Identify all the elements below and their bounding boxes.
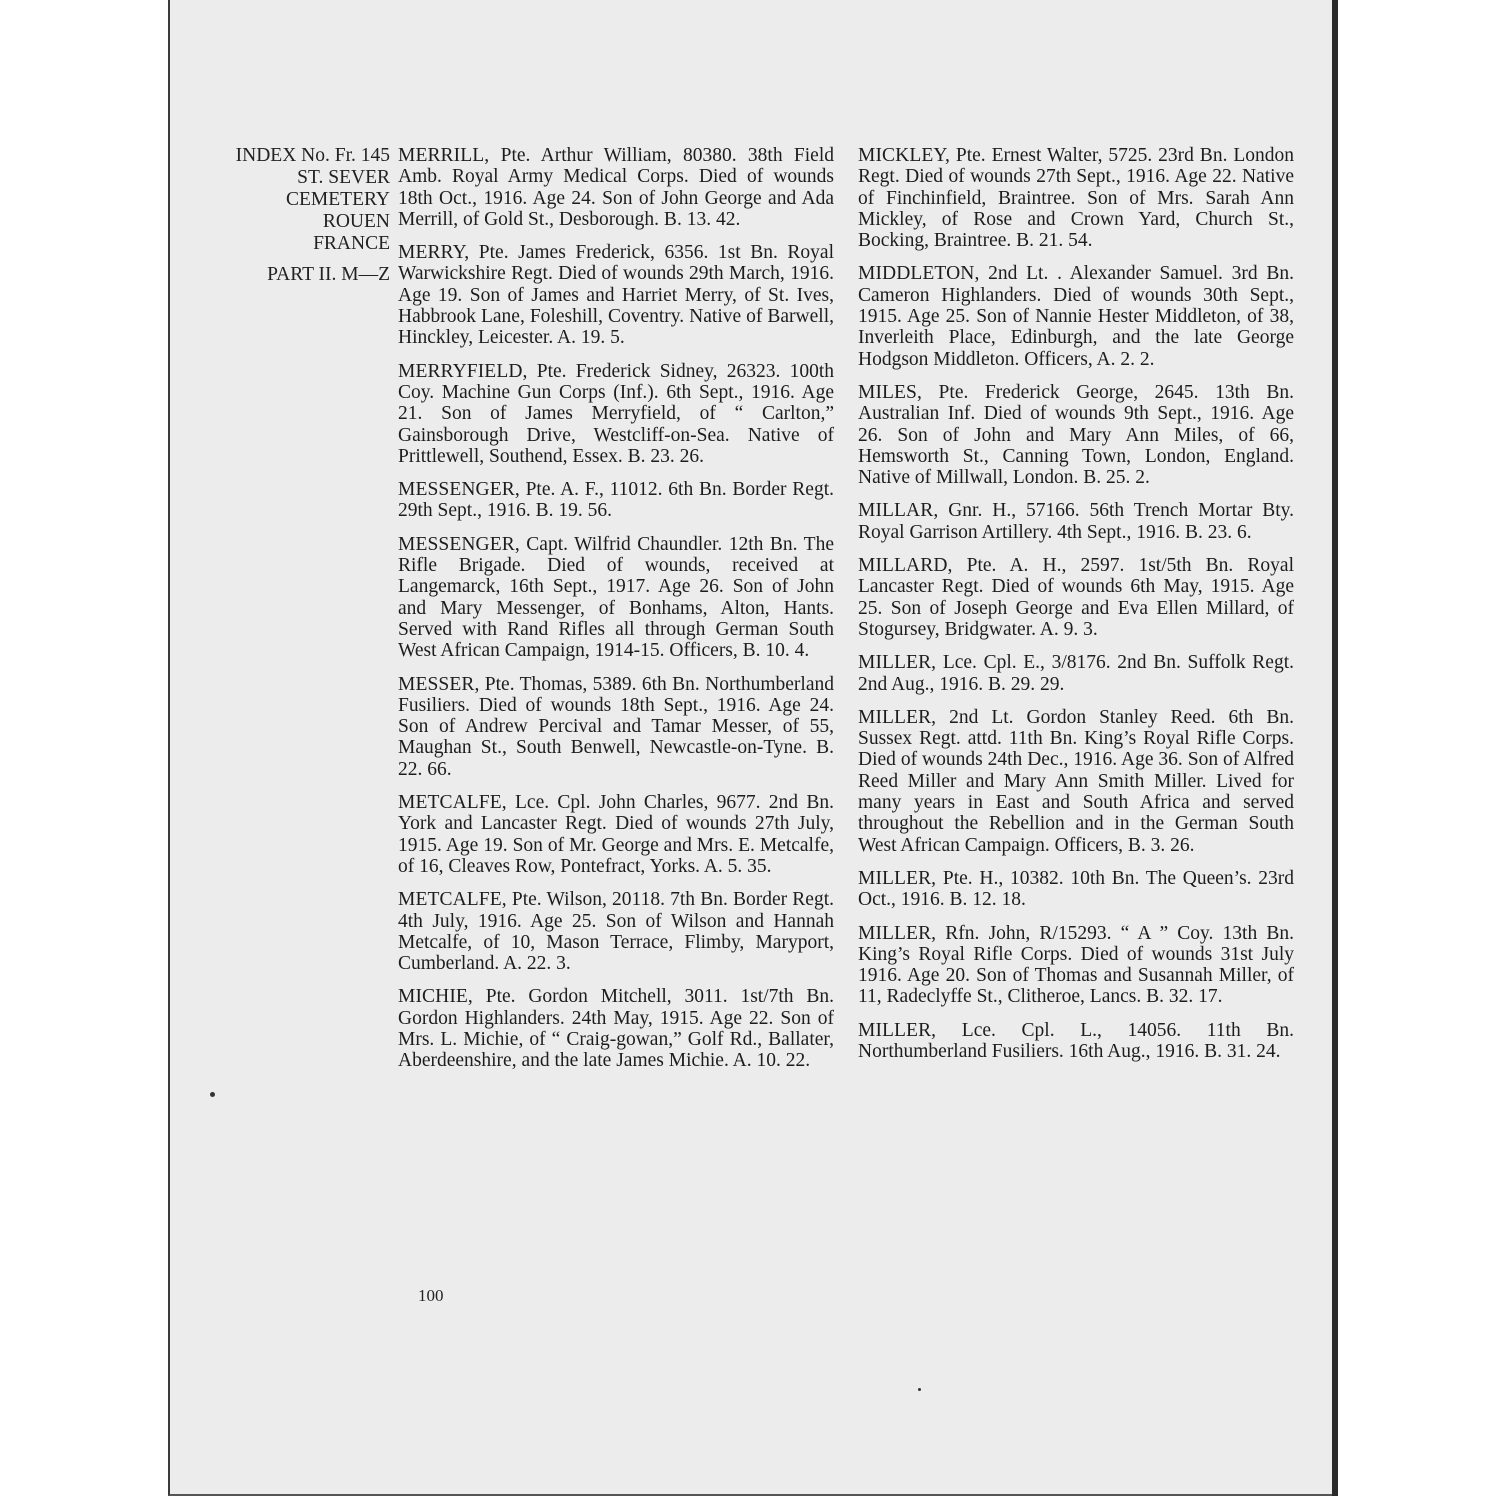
entry-surname: MESSENGER, bbox=[398, 533, 520, 555]
entry-details: Pte. James Frederick, 6356. 1st Bn. Royal Warwickshire Regt. Died of wounds 29th March, 1916. Age 19. Son of James and Harriet Merry, of St. Ives, Habbrook Lane, Foleshill, Coventry. Native of Barwell, Hinckley, Leicester. A. 19. 5. bbox=[398, 242, 834, 349]
entry-details: Pte. Frederick Sidney, 26323. 100th Coy. Machine Gun Corps (Inf.). 6th Sept., 1916. Age 21. Son of James Merryfield, of “ Carlton,” Gainsborough Drive, Westcliff-on-Sea. Native of Prittlewell, Southend, Essex. B. 23. 26. bbox=[398, 360, 834, 467]
casualty-entry bbox=[398, 145, 834, 230]
cemetery-name-line1: ST. SEVER bbox=[297, 167, 390, 188]
entry-surname: MERRYFIELD, bbox=[398, 360, 528, 382]
entry-details: 2nd Lt. . Alexander Samuel. 3rd Bn. Cameron Highlanders. Died of wounds 30th Sept., 1915. Age 25. Son of Nannie Hester Middleton, of 38, Inverleith Place, Edinburgh, and the late George Hodgson Middleton. Officers, A. 2. 2. bbox=[858, 263, 1294, 370]
casualty-entry bbox=[858, 263, 1294, 369]
cemetery-name-line2: CEMETERY bbox=[285, 189, 390, 210]
entry-surname: METCALFE, bbox=[398, 792, 507, 814]
casualty-entry bbox=[858, 707, 1294, 856]
entry-details: Lce. Cpl. John Charles, 9677. 2nd Bn. York and Lancaster Regt. Died of wounds 27th July, 1915. Age 19. Son of Mr. George and Mrs. E. Metcalfe, of 16, Cleaves Row, Pontefract, Yorks. A. 5. 35. bbox=[398, 792, 834, 877]
casualty-entry bbox=[398, 534, 834, 662]
entry-details: Pte. Thomas, 5389. 6th Bn. Northumberland Fusiliers. Died of wounds 18th Sept., 1916. Age 24. Son of Andrew Percival and Tamar Messer, of 55, Maughan St., South Benwell, Newcastle-on-Tyne. B. 22. 66. bbox=[398, 673, 834, 780]
casualty-entry bbox=[858, 652, 1294, 695]
entry-details: Lce. Cpl. L., 14056. 11th Bn. Northumberland Fusiliers. 16th Aug., 1916. B. 31. 24. bbox=[858, 1019, 1294, 1062]
casualty-entry bbox=[398, 361, 834, 467]
entry-surname: MILLAR, bbox=[858, 500, 939, 522]
entry-details: Lce. Cpl. E., 3/8176. 2nd Bn. Suffolk Regt. 2nd Aug., 1916. B. 29. 29. bbox=[858, 652, 1294, 695]
casualty-entry bbox=[858, 868, 1294, 911]
entry-surname: MILLARD, bbox=[858, 555, 953, 577]
entry-details: Pte. H., 10382. 10th Bn. The Queen’s. 23rd Oct., 1916. B. 12. 18. bbox=[858, 867, 1294, 911]
country-name: FRANCE bbox=[313, 233, 390, 254]
entry-surname: MICHIE, bbox=[398, 986, 473, 1008]
entry-details: Pte. Wilson, 20118. 7th Bn. Border Regt. 4th July, 1916. Age 25. Son of Wilson and Hannah Metcalfe, of 10, Mason Terrace, Flimby, Maryport, Cumberland. A. 22. 3. bbox=[398, 889, 834, 975]
entry-surname: MILLER, bbox=[858, 922, 937, 944]
entry-details: Pte. A. F., 11012. 6th Bn. Border Regt. 29th Sept., 1916. B. 19. 56. bbox=[398, 479, 834, 522]
casualty-entry bbox=[858, 555, 1294, 640]
entry-details: Pte. Ernest Walter, 5725. 23rd Bn. London Regt. Died of wounds 27th Sept., 1916. Age 22. Native of Finchinfield, Braintree. Son of Mrs. Sarah Ann Mickley, of Rose and Crown Yard, Church St., Bocking, Braintree. B. 21. 54. bbox=[858, 145, 1294, 252]
casualty-entry bbox=[858, 500, 1294, 543]
header-gap bbox=[198, 255, 390, 264]
entry-details: Pte. A. H., 2597. 1st/5th Bn. Royal Lancaster Regt. Died of wounds 6th May, 1915. Age 25. Son of Joseph George and Eva Ellen Millard, of Stogursey, Bridgwater. A. 9. 3. bbox=[858, 555, 1294, 640]
casualty-entry bbox=[858, 382, 1294, 488]
entry-surname: MESSENGER, bbox=[398, 479, 520, 501]
part-label: PART II. M—Z bbox=[267, 264, 390, 285]
casualty-entry bbox=[398, 479, 834, 522]
scan-speck bbox=[210, 1092, 215, 1097]
entry-surname: MILES, bbox=[858, 381, 922, 403]
casualty-entry bbox=[398, 674, 834, 780]
right-column bbox=[858, 145, 1294, 1074]
entry-details: Pte. Arthur William, 80380. 38th Field Amb. Royal Army Medical Corps. Died of wounds 18th Oct., 1916. Age 24. Son of John George and Ada Merrill, of Gold St., Desborough. B. 13. 42. bbox=[398, 145, 834, 230]
casualty-entry bbox=[398, 986, 834, 1071]
entry-surname: MIDDLETON, bbox=[858, 263, 980, 285]
entry-surname: MERRILL, bbox=[398, 145, 490, 166]
casualty-entry bbox=[398, 242, 834, 348]
entry-surname: MILLER, bbox=[858, 1019, 937, 1041]
entry-details: Gnr. H., 57166. 56th Trench Mortar Bty. Royal Garrison Artillery. 4th Sept., 1916. B. 23. 6. bbox=[858, 500, 1294, 543]
city-name: ROUEN bbox=[322, 211, 390, 232]
entry-details: 2nd Lt. Gordon Stanley Reed. 6th Bn. Sussex Regt. attd. 11th Bn. King’s Royal Rifle Corps. Died of wounds 24th Dec., 1916. Age 36. Son of Alfred Reed Miller and Mary Ann Smith Miller. Lived for many years in East and South Africa and served throughout the Rebellion and in the German South West African Campaign. Officers, B. 3. 26. bbox=[858, 706, 1294, 856]
entry-surname: MICKLEY, bbox=[858, 145, 950, 166]
entry-surname: MERRY, bbox=[398, 242, 470, 264]
entry-details: Rfn. John, R/15293. “ A ” Coy. 13th Bn. King’s Royal Rifle Corps. Died of wounds 31st July 1916. Age 20. Son of Thomas and Susannah Miller, of 11, Radeclyffe St., Clitheroe, Lancs. B. 32. 17. bbox=[858, 922, 1294, 1008]
entry-details: Capt. Wilfrid Chaundler. 12th Bn. The Rifle Brigade. Died of wounds, received at Langemarck, 16th Sept., 1917. Age 26. Son of John and Mary Messenger, of Bonhams, Alton, Hants. Served with Rand Rifles all through German South West African Campaign, 1914-15. Officers, B. 10. 4. bbox=[398, 533, 834, 662]
entry-surname: MILLER, bbox=[858, 652, 937, 674]
left-column bbox=[398, 145, 834, 1084]
casualty-entry bbox=[398, 792, 834, 877]
index-number: INDEX No. Fr. 145 bbox=[235, 145, 390, 166]
page-number: 100 bbox=[418, 1286, 444, 1305]
casualty-entry bbox=[858, 1020, 1294, 1063]
casualty-entry bbox=[398, 889, 834, 974]
entry-surname: MILLER, bbox=[858, 867, 937, 889]
scan-speck bbox=[918, 1388, 921, 1391]
entry-surname: METCALFE, bbox=[398, 889, 507, 911]
index-header bbox=[198, 145, 390, 286]
entry-details: Pte. Frederick George, 2645. 13th Bn. Australian Inf. Died of wounds 9th Sept., 1916. Age 26. Son of John and Mary Ann Miles, of 66, Hemsworth St., Canning Town, London, England. Native of Millwall, London. B. 25. 2. bbox=[858, 381, 1294, 489]
casualty-entry bbox=[858, 923, 1294, 1008]
entry-surname: MILLER, bbox=[858, 706, 937, 728]
entry-details: Pte. Gordon Mitchell, 3011. 1st/7th Bn. Gordon Highlanders. 24th May, 1915. Age 22. Son of Mrs. L. Michie, of “ Craig-gowan,” Golf Rd., Ballater, Aberdeenshire, and the late James Michie. A. 10. 22. bbox=[398, 986, 834, 1072]
entry-surname: MESSER, bbox=[398, 673, 480, 695]
casualty-entry bbox=[858, 145, 1294, 251]
